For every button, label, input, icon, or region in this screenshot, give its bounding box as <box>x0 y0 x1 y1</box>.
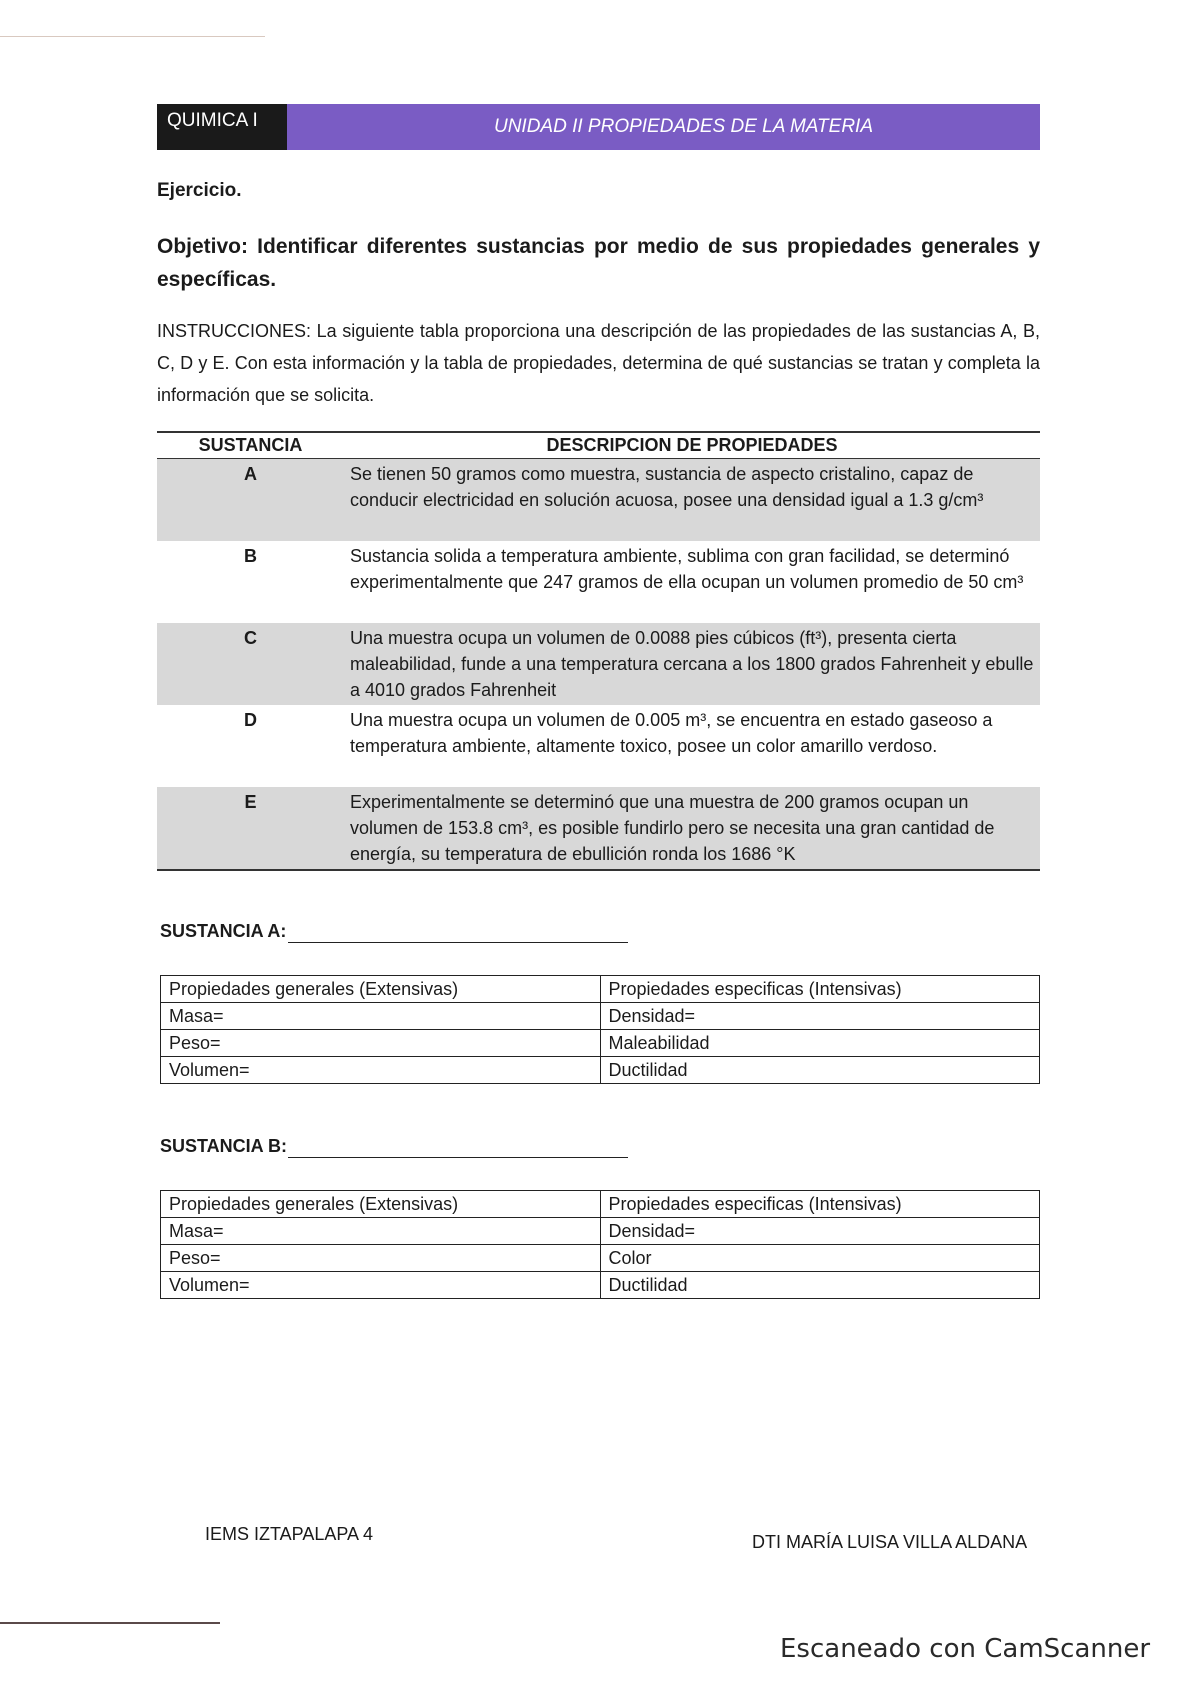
unit-title: UNIDAD II PROPIEDADES DE LA MATERIA <box>493 116 874 137</box>
table-header-row <box>157 432 1040 459</box>
footer-school: IEMS IZTAPALAPA 4 <box>205 1524 374 1544</box>
table-row <box>157 623 1040 705</box>
substance-description: Una muestra ocupa un volumen de 0.005 m³, se encuentra en estado gaseoso a temperatura ambiente, altamente toxico, posee un color amarillo verdoso. <box>350 710 993 756</box>
substance-letter: D <box>244 710 257 730</box>
mass-field[interactable]: Masa= <box>161 1003 601 1030</box>
instructions-text: INSTRUCCIONES: La siguiente tabla proporciona una descripción de las propiedades de las sustancias A, B, C, D y E. Con esta información y la tabla de propiedades, determina de qué sustancias se tratan y completa la información que se solicita. <box>157 321 1040 405</box>
substance-b-properties-table <box>160 1190 1040 1299</box>
density-field[interactable]: Densidad= <box>600 1003 1040 1030</box>
table-row <box>161 1272 1040 1299</box>
substance-letter: A <box>157 459 344 542</box>
footer-teacher: DTI MARÍA LUISA VILLA ALDANA <box>752 1532 1028 1552</box>
column-header-substance: SUSTANCIA <box>157 432 344 459</box>
substance-description-table <box>157 431 1040 871</box>
table-row <box>161 976 1040 1003</box>
substance-description: Experimentalmente se determinó que una muestra de 200 gramos ocupan un volumen de 153.8 cm³, es posible fundirlo pero se necesita una gran cantidad de energía, su temperatura de ebullición ronda los 1686 °K <box>344 787 1040 870</box>
camscanner-watermark: Escaneado con CamScanner <box>780 1634 1151 1664</box>
volume-field[interactable]: Volumen= <box>161 1057 601 1084</box>
substance-a-label: SUSTANCIA A: <box>160 921 287 941</box>
substance-description: Sustancia solida a temperatura ambiente, sublima con gran facilidad, se determinó experimentalmente que 247 gramos de ella ocupan un volumen promedio de 50 cm³ <box>350 546 1024 592</box>
substance-letter: E <box>157 787 344 870</box>
scan-edge-mark <box>0 36 265 37</box>
substance-description: Una muestra ocupa un volumen de 0.0088 pies cúbicos (ft³), presenta cierta maleabilidad, funde a una temperatura cercana a los 1800 grados Fahrenheit y ebulle a 4010 grados Fahrenheit <box>344 623 1040 705</box>
weight-field[interactable]: Peso= <box>161 1245 601 1272</box>
table-row <box>157 705 1040 787</box>
scan-edge-mark <box>0 1622 220 1624</box>
general-properties-header: Propiedades generales (Extensivas) <box>161 976 601 1003</box>
table-row <box>157 459 1040 542</box>
substance-a-properties-table <box>160 975 1040 1084</box>
malleability-field[interactable]: Maleabilidad <box>600 1030 1040 1057</box>
table-row <box>161 1003 1040 1030</box>
course-title: QUIMICA I <box>157 104 287 150</box>
mass-field[interactable]: Masa= <box>161 1218 601 1245</box>
ductility-field[interactable]: Ductilidad <box>600 1272 1040 1299</box>
substance-letter: C <box>157 623 344 705</box>
column-header-description: DESCRIPCION DE PROPIEDADES <box>344 432 1040 459</box>
specific-properties-header: Propiedades especificas (Intensivas) <box>600 976 1040 1003</box>
density-field[interactable]: Densidad= <box>600 1218 1040 1245</box>
substance-a-answer-line[interactable] <box>288 942 628 943</box>
color-field[interactable]: Color <box>600 1245 1040 1272</box>
specific-properties-header: Propiedades especificas (Intensivas) <box>600 1191 1040 1218</box>
weight-field[interactable]: Peso= <box>161 1030 601 1057</box>
table-row <box>161 1218 1040 1245</box>
substance-description: Se tienen 50 gramos como muestra, sustancia de aspecto cristalino, capaz de conducir electricidad en solución acuosa, posee una densidad igual a 1.3 g/cm³ <box>344 459 1040 542</box>
substance-letter: B <box>244 546 257 566</box>
general-properties-header: Propiedades generales (Extensivas) <box>161 1191 601 1218</box>
ductility-field[interactable]: Ductilidad <box>600 1057 1040 1084</box>
table-row <box>157 541 1040 623</box>
volume-field[interactable]: Volumen= <box>161 1272 601 1299</box>
substance-b-label: SUSTANCIA B: <box>160 1136 287 1156</box>
table-row <box>161 1057 1040 1084</box>
substance-b-answer-line[interactable] <box>288 1157 628 1158</box>
table-row <box>161 1191 1040 1218</box>
exercise-heading: Ejercicio. <box>157 180 242 201</box>
table-row <box>161 1030 1040 1057</box>
objective-text: Objetivo: Identificar diferentes sustancias por medio de sus propiedades generales y específicas. <box>157 235 1040 291</box>
header-bar <box>157 104 1040 150</box>
table-row <box>161 1245 1040 1272</box>
table-row <box>157 787 1040 870</box>
